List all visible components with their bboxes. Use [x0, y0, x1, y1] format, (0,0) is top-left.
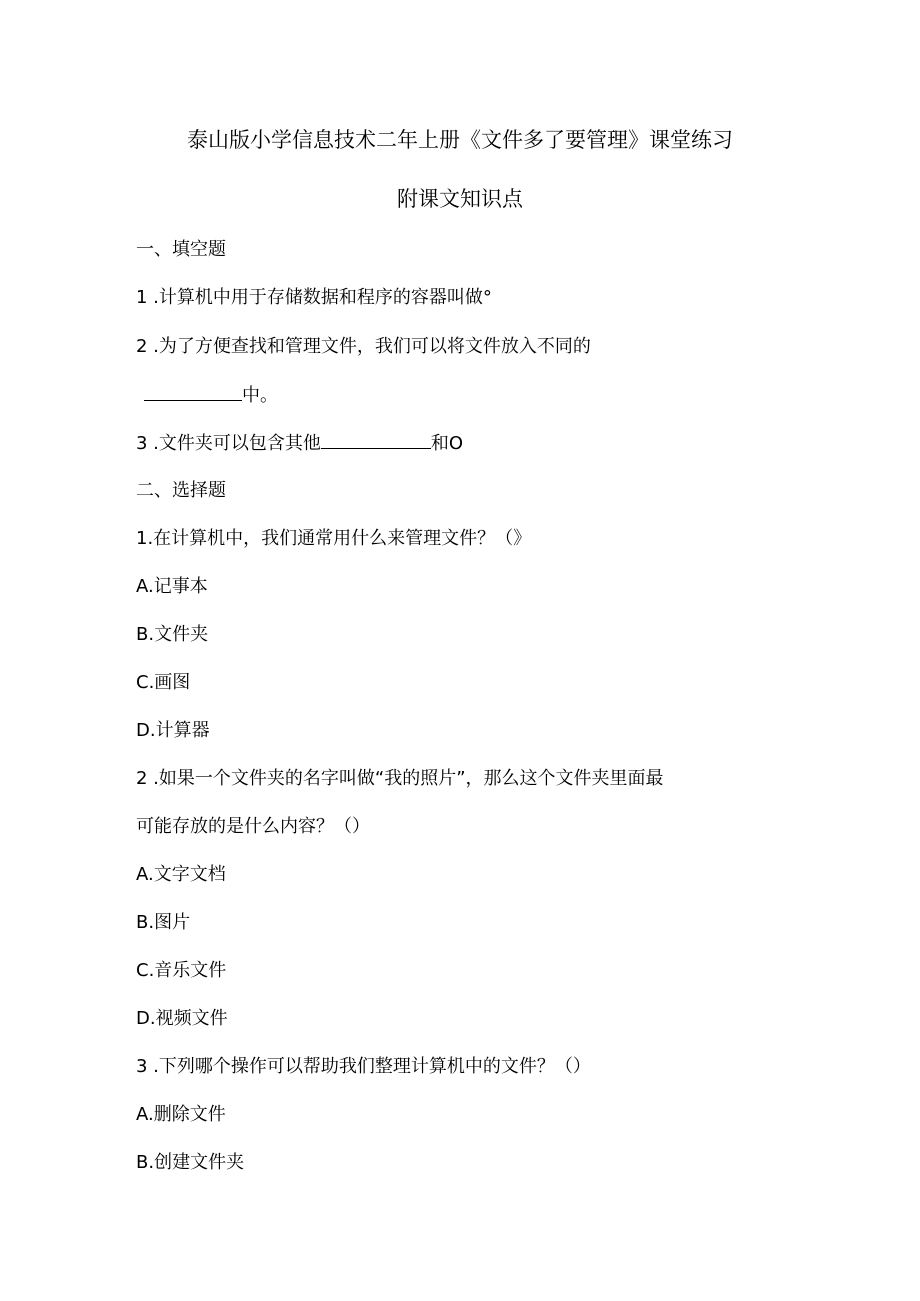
- fill-question-1: 1 .计算机中用于存储数据和程序的容器叫做°: [136, 287, 492, 308]
- choice-question-3: 3 .下列哪个操作可以帮助我们整理计算机中的文件？（）: [136, 1056, 591, 1077]
- choice-option: B.文件夹: [136, 624, 209, 645]
- document-subtitle: 附课文知识点: [397, 187, 523, 211]
- choice-option: B.创建文件夹: [136, 1152, 245, 1173]
- choice-option: C.画图: [136, 672, 191, 693]
- choice-option: C.音乐文件: [136, 960, 227, 981]
- fill-question-2-continuation: [136, 382, 278, 409]
- fill-question-3-suffix: 和O: [430, 433, 464, 454]
- choice-option: A.记事本: [136, 576, 208, 597]
- section-heading-fill-in: 一、填空题: [136, 239, 226, 260]
- document-title: 泰山版小学信息技术二年上册《文件多了要管理》课堂练习: [187, 128, 733, 152]
- answer-blank: [321, 430, 431, 449]
- fill-question-3-prefix: 3 .文件夹可以包含其他: [136, 433, 321, 454]
- fill-question-2: 2 .为了方便查找和管理文件，我们可以将文件放入不同的: [136, 336, 591, 357]
- choice-option: A.文字文档: [136, 864, 226, 885]
- choice-option: A.删除文件: [136, 1104, 226, 1125]
- choice-option: B.图片: [136, 912, 191, 933]
- answer-blank: [144, 382, 242, 401]
- fill-question-2-suffix: 中。: [242, 385, 278, 406]
- choice-question-1: 1.在计算机中，我们通常用什么来管理文件？（》: [136, 528, 532, 549]
- choice-question-2: 2 .如果一个文件夹的名字叫做“我的照片”，那么这个文件夹里面最: [136, 768, 664, 789]
- section-heading-choice: 二、选择题: [136, 480, 226, 501]
- fill-question-3: [136, 430, 463, 457]
- choice-question-2-continuation: 可能存放的是什么内容？（）: [136, 816, 370, 837]
- choice-option: D.视频文件: [136, 1008, 228, 1029]
- choice-option: D.计算器: [136, 720, 210, 741]
